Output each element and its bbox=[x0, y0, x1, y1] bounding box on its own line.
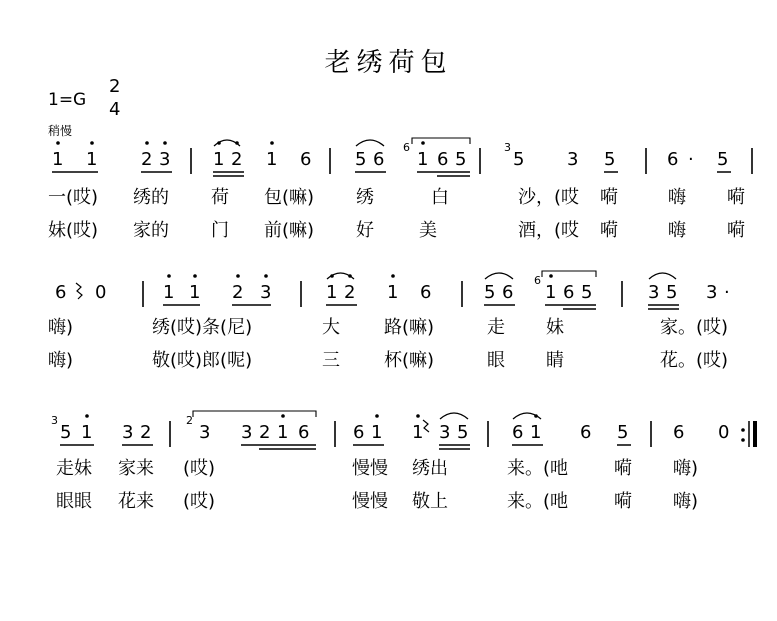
octave-dot bbox=[281, 414, 285, 418]
lyric: 酒，(哎 bbox=[518, 220, 580, 241]
lyric: 走 bbox=[487, 317, 505, 338]
note: 1 bbox=[371, 422, 383, 443]
lyric: 家的 bbox=[133, 220, 169, 241]
slur bbox=[327, 273, 354, 279]
note: 1 bbox=[326, 282, 338, 303]
octave-dot bbox=[421, 141, 425, 145]
repeat-dot bbox=[741, 438, 745, 442]
note: 3 bbox=[648, 282, 660, 303]
note: 6 bbox=[667, 149, 679, 170]
octave-dot bbox=[391, 274, 395, 278]
note: 6 bbox=[373, 149, 385, 170]
note: 5 bbox=[457, 422, 469, 443]
note: 5 bbox=[484, 282, 496, 303]
grace-note: 3 bbox=[504, 141, 511, 154]
octave-dot bbox=[549, 274, 553, 278]
note: 6 bbox=[563, 282, 575, 303]
lyric: 嗨) bbox=[48, 350, 74, 371]
lyric: 家。(哎) bbox=[660, 317, 729, 338]
octave-dot bbox=[264, 274, 268, 278]
lyric: 嗨 bbox=[668, 220, 686, 241]
repeat-dot bbox=[741, 428, 745, 432]
lyric: 三 bbox=[322, 350, 340, 371]
slur bbox=[649, 273, 676, 279]
lyric: 嗬 bbox=[600, 220, 618, 241]
note: 1 bbox=[52, 149, 64, 170]
note: 0 bbox=[718, 422, 730, 443]
lyric: (哎) bbox=[183, 491, 216, 512]
lyric: 慢慢 bbox=[352, 491, 388, 512]
lyric: 路(嘛) bbox=[384, 317, 435, 338]
lyric: 白 bbox=[431, 187, 449, 208]
note: 1 bbox=[163, 282, 175, 303]
slur bbox=[485, 273, 513, 279]
lyric: 绣的 bbox=[133, 187, 169, 208]
lyric: 家来 bbox=[118, 458, 154, 479]
note: 1 bbox=[417, 149, 429, 170]
lyric: 嗨 bbox=[668, 187, 686, 208]
octave-dot bbox=[193, 274, 197, 278]
lyric: 妹 bbox=[546, 317, 564, 338]
lyric: 包(嘛) bbox=[264, 187, 315, 208]
octave-dot bbox=[375, 414, 379, 418]
grace-note: 3 bbox=[51, 414, 58, 427]
note: 3 bbox=[241, 422, 253, 443]
grace-note: 2 bbox=[186, 414, 193, 427]
lyric: 敬上 bbox=[412, 491, 448, 512]
lyric: 慢慢 bbox=[352, 458, 388, 479]
lyric: 绣 bbox=[356, 187, 374, 208]
slur bbox=[513, 413, 541, 419]
lyric: 门 bbox=[211, 220, 229, 241]
note: 3 bbox=[706, 282, 718, 303]
note: 1 bbox=[266, 149, 278, 170]
note: 3 bbox=[260, 282, 272, 303]
lyric: 嗬 bbox=[614, 491, 632, 512]
note: 2 bbox=[141, 149, 153, 170]
note: 2 bbox=[140, 422, 152, 443]
lyric: 嗬 bbox=[614, 458, 632, 479]
note: 6 bbox=[580, 422, 592, 443]
note: 3 bbox=[159, 149, 171, 170]
lyric: 嗨) bbox=[48, 317, 74, 338]
lyric: 眼眼 bbox=[56, 491, 92, 512]
lyric: 荷 bbox=[211, 187, 229, 208]
tempo-marking: 稍慢 bbox=[48, 124, 73, 138]
octave-dot bbox=[90, 141, 94, 145]
note: 1 bbox=[81, 422, 93, 443]
octave-dot bbox=[167, 274, 171, 278]
lyric: 绣出 bbox=[412, 458, 448, 479]
note: 6 bbox=[353, 422, 365, 443]
note: 5 bbox=[617, 422, 629, 443]
note: 3 bbox=[439, 422, 451, 443]
lyric: 花。(哎) bbox=[660, 350, 729, 371]
slur bbox=[214, 140, 240, 146]
lyric: 美 bbox=[419, 220, 437, 241]
octave-dot bbox=[270, 141, 274, 145]
lyric: 来。(吔 bbox=[507, 458, 569, 479]
lyric: 大 bbox=[322, 317, 340, 338]
grace-note: 6 bbox=[534, 274, 541, 287]
lyric: 睛 bbox=[546, 350, 564, 371]
note: 6 bbox=[502, 282, 514, 303]
note: 6 bbox=[512, 422, 524, 443]
lyric: 嗬 bbox=[600, 187, 618, 208]
trill-mark bbox=[423, 420, 429, 432]
time-signature-bottom: 4 bbox=[109, 99, 121, 120]
octave-dot bbox=[163, 141, 167, 145]
slur bbox=[440, 413, 468, 419]
lyric: 眼 bbox=[487, 350, 505, 371]
trill-mark bbox=[76, 283, 82, 299]
note: · bbox=[688, 149, 694, 170]
octave-dot bbox=[56, 141, 60, 145]
note: 1 bbox=[412, 422, 424, 443]
note: 5 bbox=[666, 282, 678, 303]
lyric: 嗨) bbox=[673, 491, 699, 512]
note: 3 bbox=[199, 422, 211, 443]
lyric: 敬(哎)郎(呢) bbox=[152, 350, 253, 371]
note: 0 bbox=[95, 282, 107, 303]
note: 6 bbox=[420, 282, 432, 303]
lyric: 妹(哎) bbox=[48, 220, 99, 241]
lyric: 嗬 bbox=[727, 220, 745, 241]
note: 6 bbox=[298, 422, 310, 443]
note: 1 bbox=[86, 149, 98, 170]
lyric: 一(哎) bbox=[48, 187, 99, 208]
note: 5 bbox=[717, 149, 729, 170]
note: 3 bbox=[567, 149, 579, 170]
note: 5 bbox=[604, 149, 616, 170]
song-title: 老绣荷包 bbox=[324, 48, 453, 78]
note: 5 bbox=[355, 149, 367, 170]
lyric: 绣(哎)条(尼) bbox=[152, 317, 253, 338]
note: 5 bbox=[60, 422, 72, 443]
octave-dot bbox=[85, 414, 89, 418]
lyric: 杯(嘛) bbox=[384, 350, 435, 371]
octave-dot bbox=[416, 414, 420, 418]
slur bbox=[356, 140, 384, 146]
note: 1 bbox=[530, 422, 542, 443]
note: 5 bbox=[513, 149, 525, 170]
note: 6 bbox=[55, 282, 67, 303]
note: 1 bbox=[545, 282, 557, 303]
note: 2 bbox=[344, 282, 356, 303]
lyric: 好 bbox=[356, 220, 374, 241]
key-signature: 1=G bbox=[48, 90, 87, 110]
note: 1 bbox=[387, 282, 399, 303]
note: 5 bbox=[455, 149, 467, 170]
lyric: 前(嘛) bbox=[264, 220, 315, 241]
note: 1 bbox=[277, 422, 289, 443]
lyric: 嗬 bbox=[727, 187, 745, 208]
note: 6 bbox=[300, 149, 312, 170]
note: 3 bbox=[122, 422, 134, 443]
note: · bbox=[724, 282, 730, 303]
note: 1 bbox=[189, 282, 201, 303]
lyric: 沙，(哎 bbox=[518, 187, 580, 208]
note: 2 bbox=[232, 282, 244, 303]
octave-dot bbox=[236, 274, 240, 278]
grace-bracket bbox=[412, 138, 470, 144]
note: 2 bbox=[259, 422, 271, 443]
lyric: 走妹 bbox=[56, 458, 92, 479]
grace-note: 6 bbox=[403, 141, 410, 154]
lyric: 来。(吔 bbox=[507, 491, 569, 512]
note: 5 bbox=[581, 282, 593, 303]
note: 1 bbox=[213, 149, 225, 170]
octave-dot bbox=[145, 141, 149, 145]
lyric: 嗨) bbox=[673, 458, 699, 479]
lyric: 花来 bbox=[118, 491, 154, 512]
lyric: (哎) bbox=[183, 458, 216, 479]
grace-bracket bbox=[193, 411, 316, 417]
note: 6 bbox=[673, 422, 685, 443]
note: 2 bbox=[231, 149, 243, 170]
time-signature-top: 2 bbox=[109, 76, 121, 97]
note: 6 bbox=[437, 149, 449, 170]
